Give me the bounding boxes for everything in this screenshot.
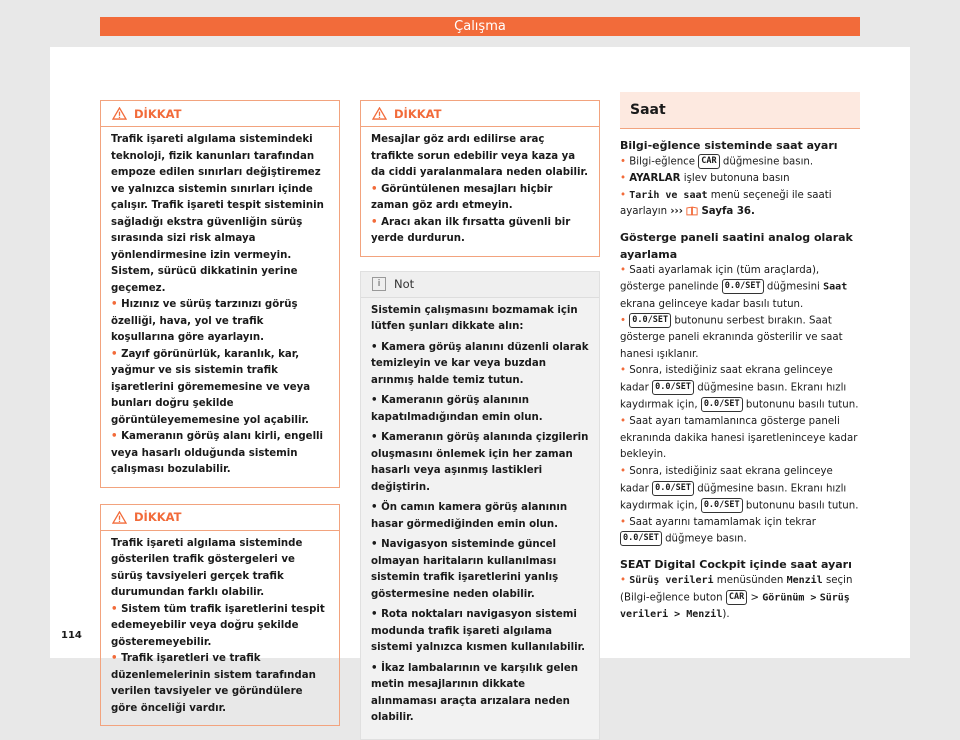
column-3	[620, 92, 860, 624]
menu-path: Sürüş verileri > Menzil	[620, 592, 850, 621]
step-text: seçin (Bilgi-eğlence buton	[620, 575, 853, 604]
warning-triangle-icon	[112, 107, 127, 120]
warning-bullet: • Aracı akan ilk fırsatta güvenli bir yerde durdurun.	[371, 216, 571, 244]
subheading: Bilgi-eğlence sisteminde saat ayarı	[620, 139, 838, 152]
step-text: düğmesine basın. Ekranı hızlı kaydırmak için,	[620, 382, 847, 411]
warning-box-1	[100, 100, 340, 488]
menu-option: Tarih ve saat	[629, 189, 708, 201]
warning-header	[101, 101, 339, 127]
step-text: Saati ayarlamak için (tüm araçlarda), gösterge panelinde	[620, 264, 820, 293]
bullet-text: Hızınız ve sürüş tarzınızı görüş özelliği, hava, yol ve trafik koşullarına göre ayarlayın.	[111, 299, 298, 343]
warning-title: DİKKAT	[394, 106, 442, 121]
bullet-text: Kameranın görüş alanı kirli, engelli veya hasarlı olduğunda sistemin çalışması bozulabilir.	[111, 431, 324, 475]
bullet-text: İkaz lambalarının ve karşılık gelen metin mesajlarının dikkate alınmaması araçta arızalara neden olabilir.	[371, 662, 579, 723]
subheading: SEAT Digital Cockpit içinde saat ayarı	[620, 558, 852, 572]
column-2	[360, 100, 600, 740]
note-intro: Sistemin çalışmasını bozmamak için lütfen şunları dikkate alın:	[371, 304, 578, 332]
warning-bullet: • Sistem tüm trafik işaretlerini tespit edemeyebilir veya doğru şekilde gösteremeyebilir.	[111, 603, 325, 648]
bullet-text: Kameranın görüş alanında çizgilerin oluşmasını önlemek için her zaman hasarlı veya aşınmış lastikleri değiştirin.	[371, 432, 589, 493]
warning-header	[361, 101, 599, 127]
step-text: Saat ayarı tamamlanınca gösterge paneli ekranında dakika hanesi işaretleninceye kadar bekleyin.	[620, 416, 858, 461]
warning-header	[101, 505, 339, 531]
subheading: Gösterge paneli saatini analog olarak ayarlama	[620, 230, 853, 261]
bullet-text: Görüntülenen mesajları hiçbir zaman göz ardı etmeyin.	[371, 183, 553, 211]
note-box	[360, 271, 600, 740]
step-text: düğmesine basın.	[722, 156, 814, 168]
saat-content	[620, 137, 860, 624]
step-text: Saat ayarını tamamlamak için tekrar	[629, 516, 816, 528]
warning-intro: Mesajlar göz ardı edilirse araç trafikte sorun edebilir veya kaza ya da ciddi yaralanmalara neden olabilir.	[371, 134, 588, 178]
car-key: CAR	[726, 590, 747, 605]
menu-path: Görünüm >	[762, 592, 817, 604]
step-item: • 0.0/SET butonunu serbest bırakın. Saat gösterge paneli ekranında gösterilir ve saat hanesi ışıklanır.	[620, 315, 843, 360]
set-key: 0.0/SET	[620, 531, 662, 546]
bullet-text: Aracı akan ilk fırsatta güvenli bir yerde durdurun.	[371, 216, 571, 244]
step-text: ekrana gelinceye kadar basılı tutun.	[620, 298, 804, 310]
step-text: Bilgi-eğlence	[629, 156, 696, 168]
bullet-text: Kamera görüş alanını düzenli olarak temizleyin ve kar veya buzdan arınmış halde temiz tutun.	[371, 341, 589, 386]
step-text: menüsünden	[716, 575, 784, 587]
warning-box-2	[100, 504, 340, 727]
warning-bullet: • Hızınız ve sürüş tarzınızı görüş özelliği, hava, yol ve trafik koşullarına göre ayarlayın.	[111, 299, 298, 343]
warning-body	[101, 531, 339, 726]
note-body	[361, 298, 599, 739]
step-item: • Sonra, istediğiniz saat ekrana gelinceye kadar 0.0/SET düğmesine basın. Ekranı hızlı kaydırmak için, 0.0/SET butonunu basılı tutun.	[620, 466, 859, 512]
note-bullet: • Kameranın görüş alanının kapatılmadığından emin olun.	[371, 395, 543, 423]
note-bullet: • Kameranın görüş alanında çizgilerin oluşmasını önlemek için her zaman hasarlı veya aşınmış lastikleri değiştirin.	[371, 432, 589, 493]
ref-arrow: ›››	[670, 206, 683, 218]
step-item: • Sonra, istediğiniz saat ekrana gelinceye kadar 0.0/SET düğmesine basın. Ekranı hızlı kaydırmak için, 0.0/SET butonunu basılı tutun.	[620, 365, 859, 411]
page-reference-link[interactable]: Sayfa 36.	[701, 206, 755, 218]
book-icon	[686, 206, 698, 216]
step-text: butonunu basılı tutun.	[745, 399, 859, 411]
warning-title: DİKKAT	[134, 510, 182, 524]
note-bullet: • Navigasyon sisteminde güncel olmayan haritaların kullanılması sistemin trafik işaretlerini yanlış göstermesine neden olabilir.	[371, 539, 559, 600]
step-text: menü seçeneği ile saati ayarlayın	[620, 189, 832, 218]
note-bullet: • Ön camın kamera görüş alanının hasar görmediğinden emin olun.	[371, 502, 568, 530]
step-text: ).	[722, 609, 730, 621]
warning-bullet: • Zayıf görünürlük, karanlık, kar, yağmur ve sis sistemin trafik işaretlerini görememesine ve veya bunları doğru şekilde görüntüleyememesine yol açabilir.	[111, 348, 311, 426]
warning-title: DİKKAT	[134, 106, 182, 121]
set-key: 0.0/SET	[629, 313, 671, 328]
step-text: düğmesini	[766, 281, 820, 293]
set-key: 0.0/SET	[701, 498, 743, 513]
menu-option: Menzil	[786, 575, 823, 587]
bullet-text: Ön camın kamera görüş alanının hasar görmediğinden emin olun.	[371, 502, 568, 530]
set-key: 0.0/SET	[701, 397, 743, 412]
bullet-text: Zayıf görünürlük, karanlık, kar, yağmur ve sis sistemin trafik işaretlerini görememesine ve veya bunları doğru şekilde görüntüleyememesine yol açabilir.	[111, 348, 311, 426]
step-item: • Tarih ve saat menü seçeneği ile saati ayarlayın ››› Sayfa 36.	[620, 189, 832, 218]
step-item: • Saat ayarını tamamlamak için tekrar 0.0/SET düğmeye basın.	[620, 516, 816, 545]
step-item: • AYARLAR işlev butonuna basın	[620, 173, 790, 185]
bullet-text: Navigasyon sisteminde güncel olmayan haritaların kullanılması sistemin trafik işaretlerini yanlış göstermesine neden olabilir.	[371, 539, 559, 600]
warning-bullet: • Kameranın görüş alanı kirli, engelli veya hasarlı olduğunda sistemin çalışması bozulabilir.	[111, 431, 324, 475]
step-text: Sonra, istediğiniz saat ekrana gelinceye kadar	[620, 466, 833, 495]
set-key: 0.0/SET	[652, 481, 694, 496]
section-title: Çalışma	[454, 19, 506, 34]
warning-bullet: • Trafik işaretleri ve trafik düzenlemelerinin sistem tarafından verilen tavsiyeler ve göründülere göre önceliği vardır.	[111, 653, 316, 714]
bullet-text: Kameranın görüş alanının kapatılmadığından emin olun.	[371, 395, 543, 423]
warning-body	[101, 127, 339, 487]
menu-option: Sürüş verileri	[629, 575, 714, 587]
step-text: işlev butonuna basın	[683, 173, 790, 185]
page-number: 114	[61, 630, 82, 641]
note-bullet: • İkaz lambalarının ve karşılık gelen metin mesajlarının dikkate alınmaması araçta arızalara neden olabilir.	[371, 662, 579, 723]
note-bullet: • Kamera görüş alanını düzenli olarak temizleyin ve kar veya buzdan arınmış halde temiz tutun.	[371, 341, 589, 386]
warning-intro: Trafik işareti algılama sistemindeki teknoloji, fizik kanunları tarafından empoze edilen sınırları değiştiremez ve yalnızca sistemin sınırları içinde çalışır. Trafik işareti tespit sisteminin sağladığı ekstra güvenliğin sürüş sırasında sizi risk almaya yönlendirmesine izin vermeyin. Sistem, sürücü dikkatinin yerine geçemez.	[111, 134, 324, 294]
step-item: • Saati ayarlamak için (tüm araçlarda), gösterge panelinde 0.0/SET düğmesini Saat ekrana gelinceye kadar basılı tutun.	[620, 264, 848, 310]
info-icon: i	[372, 277, 386, 291]
bullet-text: Trafik işaretleri ve trafik düzenlemelerinin sistem tarafından verilen tavsiyeler ve göründülere göre önceliği vardır.	[111, 653, 316, 714]
warning-bullet: • Görüntülenen mesajları hiçbir zaman göz ardı etmeyin.	[371, 183, 553, 211]
step-text: butonunu serbest bırakın. Saat gösterge paneli ekranında gösterilir ve saat hanesi ışıklanır.	[620, 315, 843, 360]
separator: >	[750, 592, 760, 604]
section-header-bar	[100, 17, 860, 36]
warning-body	[361, 127, 599, 256]
note-title: Not	[394, 277, 415, 291]
step-item: • Saat ayarı tamamlanınca gösterge paneli ekranında dakika hanesi işaretleninceye kadar bekleyin.	[620, 416, 858, 461]
set-key: 0.0/SET	[722, 279, 764, 294]
warning-intro: Trafik işareti algılama sisteminde gösterilen trafik göstergeleri ve sürüş tavsiyeleri gerçek trafik durumundan farklı olabilir.	[111, 537, 303, 598]
display-text: Saat	[823, 281, 848, 293]
bullet-text: Sistem tüm trafik işaretlerini tespit edemeyebilir veya doğru şekilde gösteremeyebilir.	[111, 603, 325, 648]
column-1	[100, 100, 340, 726]
note-bullet: • Rota noktaları navigasyon sistemi modunda trafik işareti algılama sistemi yalnızca kısmen kullanılabilir.	[371, 609, 586, 653]
warning-box-3	[360, 100, 600, 257]
step-text: düğmesine basın. Ekranı hızlı kaydırmak için,	[620, 483, 847, 512]
saat-title: Saat	[630, 102, 666, 118]
step-text: butonunu basılı tutun.	[745, 500, 859, 512]
warning-triangle-icon	[372, 107, 387, 120]
set-key: 0.0/SET	[652, 380, 694, 395]
car-key: CAR	[698, 154, 719, 169]
step-text: Sonra, istediğiniz saat ekrana gelinceye kadar	[620, 365, 833, 394]
step-item: • Bilgi-eğlence CAR düğmesine basın.	[620, 156, 814, 168]
step-item: • Sürüş verileri menüsünden Menzil seçin (Bilgi-eğlence buton CAR > Görünüm > Sürüş verileri > Menzil).	[620, 575, 853, 621]
note-header	[361, 272, 599, 298]
step-text: düğmeye basın.	[665, 533, 747, 545]
bullet-text: Rota noktaları navigasyon sistemi modunda trafik işareti algılama sistemi yalnızca kısmen kullanılabilir.	[371, 609, 586, 653]
warning-triangle-icon	[112, 511, 127, 524]
saat-section-header	[620, 92, 860, 129]
function-label: AYARLAR	[629, 173, 681, 185]
